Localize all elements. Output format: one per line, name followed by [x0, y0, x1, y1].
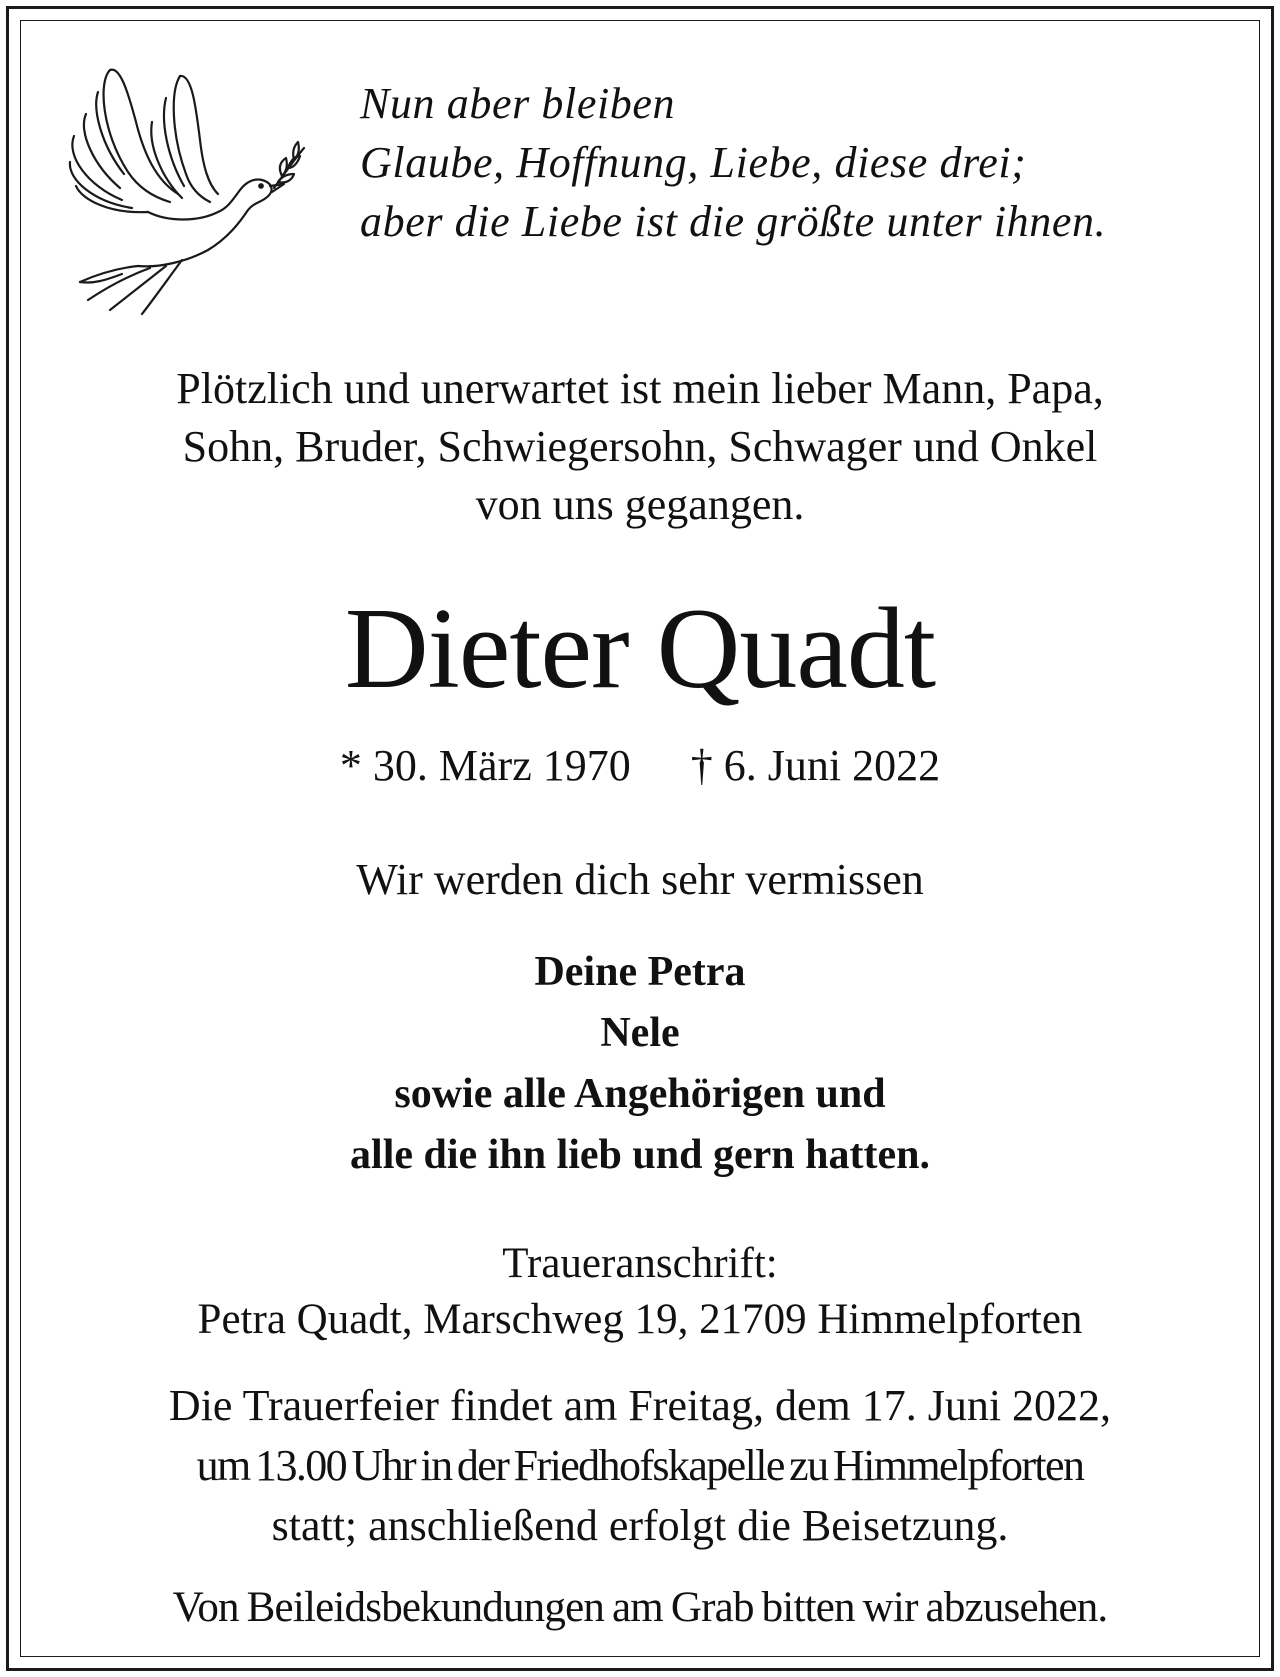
- address-label: Traueranschrift:: [502, 1240, 778, 1287]
- quote-line: Glaube, Hoffnung, Liebe, diese drei;: [360, 138, 1027, 187]
- deceased-name: Dieter Quadt: [344, 585, 936, 713]
- life-dates: [0, 740, 1280, 792]
- birth-date: * 30. März 1970: [339, 741, 631, 790]
- condolence-note: Von Beileidsbekundungen am Grab bitten wir abzusehen.: [172, 1584, 1108, 1631]
- quote-line: Nun aber bleiben: [360, 79, 676, 128]
- death-date: † 6. Juni 2022: [690, 741, 941, 790]
- intro-text: [0, 360, 1280, 534]
- address-line: Petra Quadt, Marschweg 19, 21709 Himmelpforten: [197, 1296, 1083, 1343]
- mourner-line: alle die ihn lieb und gern hatten.: [350, 1132, 930, 1178]
- intro-line: von uns gegangen.: [475, 480, 805, 529]
- ceremony-line: um 13.00 Uhr in der Friedhofskapelle zu Himmelpforten: [196, 1441, 1084, 1490]
- ceremony-line: Die Trauerfeier findet am Freitag, dem 17. Juni 2022,: [168, 1381, 1112, 1430]
- mourner-line: Deine Petra: [534, 949, 746, 995]
- miss-text: Wir werden dich sehr vermissen: [356, 855, 924, 904]
- ceremony-text: [0, 1376, 1280, 1556]
- mourner-line: sowie alle Angehörigen und: [394, 1071, 886, 1117]
- mourners: [0, 942, 1280, 1186]
- intro-line: Plötzlich und unerwartet ist mein lieber Mann, Papa,: [176, 364, 1104, 413]
- mourner-line: Nele: [600, 1010, 680, 1056]
- mourning-address: [0, 1236, 1280, 1348]
- quote-line: aber die Liebe ist die größte unter ihnen.: [360, 197, 1107, 246]
- intro-line: Sohn, Bruder, Schwiegersohn, Schwager und Onkel: [182, 422, 1098, 471]
- dove-icon: [58, 62, 308, 322]
- bible-quote: [360, 74, 1106, 251]
- ceremony-line: statt; anschließend erfolgt die Beisetzung.: [271, 1501, 1009, 1550]
